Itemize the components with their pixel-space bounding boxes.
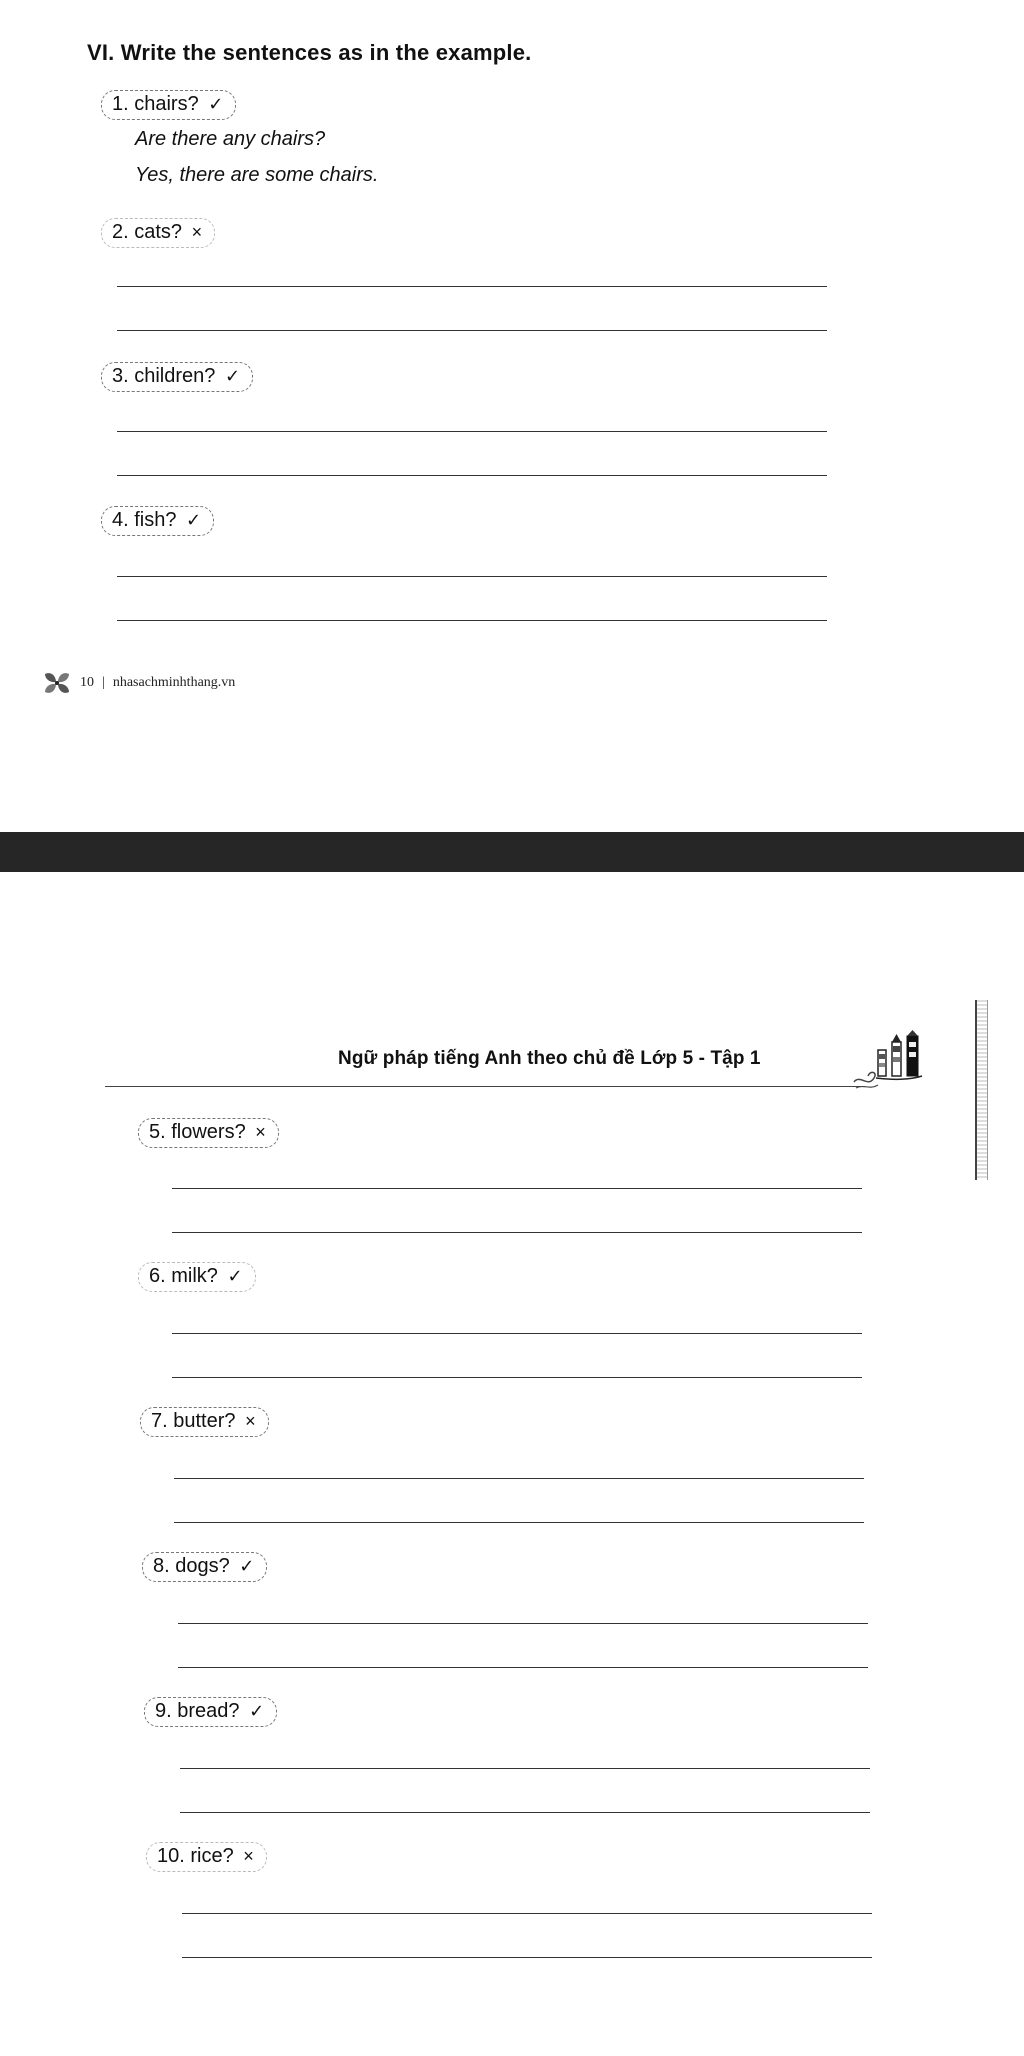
- tick-mark: ✓: [208, 94, 224, 114]
- page-footer: [42, 670, 235, 696]
- item-label: 1. chairs?: [112, 93, 199, 115]
- answer-line[interactable]: [172, 1333, 862, 1334]
- item-prompt-1: [101, 90, 236, 120]
- worksheet-page-2: [0, 872, 1024, 2056]
- footer-separator: |: [102, 675, 105, 690]
- cross-mark: ×: [255, 1122, 266, 1142]
- answer-line[interactable]: [117, 475, 827, 476]
- book-title: Ngữ pháp tiếng Anh theo chủ đề Lớp 5 - Tập 1: [338, 1048, 761, 1069]
- exercise-title: VI. Write the sentences as in the example.: [87, 40, 532, 65]
- answer-line[interactable]: [117, 330, 827, 331]
- answer-line[interactable]: [174, 1522, 864, 1523]
- tick-mark: ✓: [249, 1701, 265, 1721]
- page-edge-strip: [975, 1000, 988, 1180]
- item-prompt-10: [146, 1842, 267, 1872]
- example-question: Are there any chairs?: [135, 128, 326, 150]
- answer-line[interactable]: [182, 1913, 872, 1914]
- item-prompt-9: [144, 1697, 277, 1727]
- item-label: 6. milk?: [149, 1265, 218, 1287]
- answer-line[interactable]: [178, 1623, 868, 1624]
- answer-line[interactable]: [180, 1812, 870, 1813]
- item-prompt-7: [140, 1407, 269, 1437]
- answer-line[interactable]: [117, 286, 827, 287]
- tick-mark: ✓: [186, 510, 202, 530]
- header-rule: [105, 1086, 865, 1087]
- website-label: nhasachminhthang.vn: [112, 675, 236, 690]
- item-label: 4. fish?: [112, 509, 177, 531]
- cross-mark: ×: [245, 1411, 256, 1431]
- worksheet-page-1: [0, 0, 1024, 832]
- item-label: 10. rice?: [157, 1845, 234, 1867]
- item-prompt-2: [101, 218, 215, 248]
- tick-mark: ✓: [227, 1266, 243, 1286]
- answer-line[interactable]: [117, 620, 827, 621]
- item-label: 3. children?: [112, 365, 216, 387]
- answer-line[interactable]: [178, 1667, 868, 1668]
- item-prompt-8: [142, 1552, 267, 1582]
- answer-line[interactable]: [172, 1188, 862, 1189]
- cross-mark: ×: [243, 1846, 254, 1866]
- item-prompt-4: [101, 506, 214, 536]
- item-label: 9. bread?: [155, 1700, 240, 1722]
- pencils-icon: [852, 1030, 930, 1092]
- leaf-logo-icon: [42, 670, 72, 696]
- item-label: 2. cats?: [112, 221, 183, 243]
- page-number: 10: [80, 675, 94, 690]
- item-prompt-5: [138, 1118, 279, 1148]
- item-prompt-3: [101, 362, 253, 392]
- cross-mark: ×: [191, 222, 203, 242]
- item-prompt-6: [138, 1262, 256, 1292]
- item-label: 5. flowers?: [149, 1121, 246, 1143]
- item-label: 8. dogs?: [153, 1555, 230, 1577]
- answer-line[interactable]: [117, 431, 827, 432]
- tick-mark: ✓: [239, 1556, 255, 1576]
- answer-line[interactable]: [174, 1478, 864, 1479]
- answer-line[interactable]: [182, 1957, 872, 1958]
- tick-mark: ✓: [224, 366, 241, 386]
- answer-line[interactable]: [117, 576, 827, 577]
- answer-line[interactable]: [172, 1232, 862, 1233]
- item-label: 7. butter?: [151, 1410, 236, 1432]
- example-answer: Yes, there are some chairs.: [135, 164, 379, 186]
- page-gap-divider: [0, 832, 1024, 872]
- answer-line[interactable]: [172, 1377, 862, 1378]
- answer-line[interactable]: [180, 1768, 870, 1769]
